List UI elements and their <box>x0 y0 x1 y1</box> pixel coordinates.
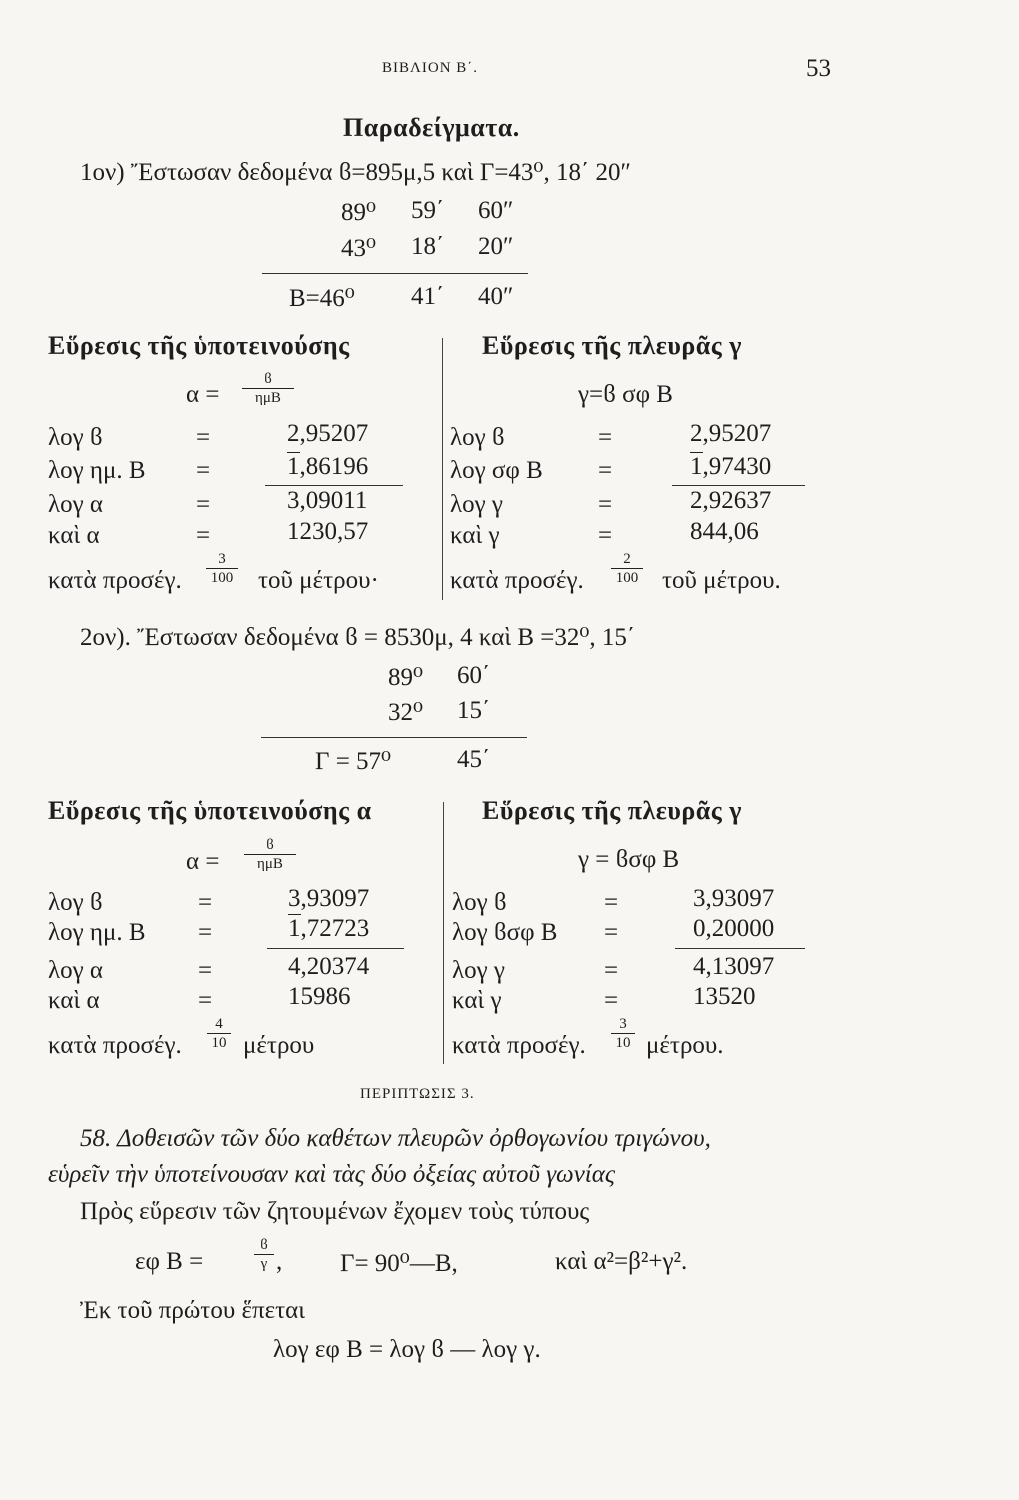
ex2-right-formula: γ = ϐσφ Β <box>578 846 680 873</box>
ex1-left-approx-suffix: τοῦ μέτρου· <box>258 567 379 594</box>
ex1-column-divider <box>442 338 443 600</box>
problem-line-5: λογ εφ Β = λογ ϐ — λογ γ. <box>273 1336 541 1363</box>
case-title: ΠΕΡΙΠΤΩΣΙΣ 3. <box>360 1086 475 1102</box>
ex1-statement: 1ον) Ἔστωσαν δεδομένα ϐ=895μ,5 καὶ Γ=43⁰, 18΄ 20″ <box>80 159 631 186</box>
ex1-left-frac-num: ϐ <box>264 371 272 387</box>
ex2-left-row2-value: 1,72723 <box>288 915 370 942</box>
ex2-left-heading: Εὕρεσις τῆς ὑποτεινούσης α <box>48 796 372 825</box>
ex1-right-heading: Εὕρεσις τῆς πλευρᾶς γ <box>482 331 742 360</box>
ex1-left-row1-eq: = <box>196 424 211 451</box>
ex1-right-row4-eq: = <box>598 522 613 549</box>
ex2-right-row3-eq: = <box>604 957 619 984</box>
ex1-sub-deg-2: 43⁰ <box>341 235 377 262</box>
ex1-right-row3-value: 2,92637 <box>690 487 772 514</box>
ex2-right-row3-label: λογ γ <box>452 957 505 984</box>
ex1-right-formula: γ=ϐ σφ Β <box>578 381 673 408</box>
ex2-left-row3-value: 4,20374 <box>288 953 370 980</box>
ex2-right-row1-eq: = <box>604 889 619 916</box>
problem-line-3: Πρὸς εὕρεσιν τῶν ζητουμένων ἔχομεν τοὺς τύπους <box>80 1198 590 1225</box>
ex2-right-row1-label: λογ ϐ <box>452 889 507 916</box>
ex2-column-divider <box>443 802 444 1064</box>
ex2-right-row1-value: 3,93097 <box>693 885 775 912</box>
ex1-left-approx-prefix: κατὰ προσέγ. <box>48 567 182 594</box>
ex1-right-row2-eq: = <box>598 457 613 484</box>
formula-tan-prefix: εφ Β = <box>135 1248 204 1275</box>
ex1-left-row2-label: λογ ημ. Β <box>48 457 146 484</box>
ex2-left-row2-eq: = <box>198 919 213 946</box>
ex1-result-min: 41΄ <box>411 283 445 310</box>
ex1-right-row2-bar-digit: 1 <box>690 453 703 480</box>
ex1-right-row2-value: 1,97430 <box>690 453 772 480</box>
ex2-result-deg: Γ = 57⁰ <box>315 748 392 775</box>
ex1-left-row1-value: 2,95207 <box>287 420 369 447</box>
ex1-sub-deg-1: 89⁰ <box>341 199 377 226</box>
ex1-left-row3-eq: = <box>196 491 211 518</box>
problem-line-1-text: 58. Δοθεισῶν τῶν δύο καθέτων πλευρῶν ὀρθογωνίου τριγώνου, <box>80 1125 711 1152</box>
ex1-left-row2-value: 1,86196 <box>287 453 369 480</box>
page-number: 53 <box>806 55 831 82</box>
ex1-right-row4-label: καὶ γ <box>450 522 500 549</box>
ex2-right-row3-value: 4,13097 <box>693 953 775 980</box>
ex1-left-fraction <box>242 370 294 407</box>
ex1-result-deg: Β=46⁰ <box>289 285 355 312</box>
ex1-sub-min-1: 59΄ <box>411 197 445 224</box>
section-title: Παραδείγματα. <box>343 113 520 142</box>
ex1-left-formula: α = <box>186 381 220 408</box>
ex1-left-approx-fraction: $\frac{3}{100}$ <box>206 550 238 587</box>
ex2-left-rule <box>267 948 404 949</box>
ex1-sum-rule <box>262 273 528 274</box>
ex2-left-formula: α = <box>186 848 220 875</box>
ex2-left-row1-eq: = <box>198 889 213 916</box>
ex1-sub-sec-2: 20″ <box>478 233 514 260</box>
ex2-left-row1-value: 3,93097 <box>288 885 370 912</box>
ex1-right-row1-label: λογ ϐ <box>450 424 505 451</box>
ex1-result-sec: 40″ <box>478 283 514 310</box>
ex1-left-row4-value: 1230,57 <box>287 518 369 545</box>
ex2-right-row2-label: λογ ϐσφ Β <box>452 919 558 946</box>
ex1-left-row4-label: καὶ α <box>48 522 100 549</box>
ex2-left-row4-label: καὶ α <box>48 987 100 1014</box>
ex2-left-row2-label: λογ ημ. Β <box>48 919 146 946</box>
ex2-sub-deg-2: 32⁰ <box>388 699 424 726</box>
ex1-right-row2-label: λογ σφ Β <box>450 457 543 484</box>
ex2-result-min: 45΄ <box>457 746 491 773</box>
ex2-right-row2-value: 0,20000 <box>693 915 775 942</box>
ex1-left-frac-den: ημΒ <box>242 388 294 407</box>
ex2-right-rule <box>675 948 805 949</box>
ex2-sub-deg-1: 89⁰ <box>388 664 424 691</box>
problem-line-2: εὑρεῖν τὴν ὑποτείνουσαν καὶ τὰς δύο ὀξείας αὐτοῦ γωνίας <box>48 1161 616 1188</box>
ex1-right-row4-value: 844,06 <box>690 518 759 545</box>
problem-line-4: Ἐκ τοῦ πρώτου ἕπεται <box>80 1297 305 1324</box>
ex2-sub-min-2: 15΄ <box>457 697 491 724</box>
ex2-statement: 2ον). Ἔστωσαν δεδομένα ϐ = 8530μ, 4 καὶ Β =32⁰, 15΄ <box>80 624 636 651</box>
ex1-right-row3-eq: = <box>598 491 613 518</box>
ex2-left-row1-label: λογ ϐ <box>48 889 103 916</box>
ex1-left-row3-label: λογ α <box>48 491 104 518</box>
ex1-left-row1-label: λογ ϐ <box>48 424 103 451</box>
running-title: ΒΙΒΛΙΟΝ Β΄. <box>382 60 479 76</box>
ex2-left-row3-label: λογ α <box>48 957 104 984</box>
ex2-right-row2-eq: = <box>604 919 619 946</box>
ex2-right-row4-label: καὶ γ <box>452 987 502 1014</box>
problem-line-1 <box>80 1125 711 1153</box>
ex1-right-approx-fraction: $\frac{2}{100}$ <box>611 550 643 587</box>
ex1-sub-sec-1: 60″ <box>478 197 514 224</box>
ex2-sub-min-1: 60΄ <box>457 662 491 689</box>
formula-tan-suffix: , <box>276 1248 283 1275</box>
ex1-left-row3-value: 3,09011 <box>287 487 368 514</box>
ex2-right-heading: Εὕρεσις τῆς πλευρᾶς γ <box>482 796 742 825</box>
ex2-sum-rule <box>261 737 527 738</box>
ex2-left-approx-fraction: $\frac{4}{10}$ <box>207 1015 231 1052</box>
ex1-right-rule <box>672 485 805 486</box>
ex1-left-row2-bar-digit: 1 <box>287 453 300 480</box>
ex1-left-row4-eq: = <box>196 522 211 549</box>
ex2-right-row4-eq: = <box>604 987 619 1014</box>
ex1-right-row3-label: λογ γ <box>450 491 503 518</box>
ex2-right-approx-prefix: κατὰ προσέγ. <box>452 1032 586 1059</box>
ex2-left-row4-eq: = <box>198 987 213 1014</box>
ex2-right-approx-fraction: $\frac{3}{10}$ <box>611 1015 635 1052</box>
ex1-right-approx-suffix: τοῦ μέτρου. <box>662 567 781 594</box>
ex2-right-row4-value: 13520 <box>693 983 756 1010</box>
ex1-right-row1-eq: = <box>598 424 613 451</box>
ex1-left-heading: Εὕρεσις τῆς ὑποτεινούσης <box>48 331 350 360</box>
formula-pythagoras: καὶ α²=β²+γ². <box>555 1248 688 1275</box>
formula-tan-fraction: $\frac{ϐ}{\gamma}$ <box>254 1236 274 1273</box>
ex1-right-row1-value: 2,95207 <box>690 420 772 447</box>
ex2-right-approx-suffix: μέτρου. <box>646 1032 724 1059</box>
ex1-left-row2-eq: = <box>196 457 211 484</box>
ex2-left-row2-bar-digit: 1 <box>288 915 301 942</box>
ex2-left-approx-prefix: κατὰ προσέγ. <box>48 1032 182 1059</box>
ex1-right-approx-prefix: κατὰ προσέγ. <box>450 567 584 594</box>
ex1-left-rule <box>265 485 403 486</box>
ex2-left-approx-suffix: μέτρου <box>243 1032 315 1059</box>
ex2-left-row4-value: 15986 <box>288 983 351 1010</box>
ex2-left-fraction: ϐ ημΒ <box>244 836 296 873</box>
formula-gamma: Γ= 90⁰—Β, <box>340 1250 458 1277</box>
ex1-sub-min-2: 18΄ <box>411 233 445 260</box>
ex2-left-row3-eq: = <box>198 957 213 984</box>
